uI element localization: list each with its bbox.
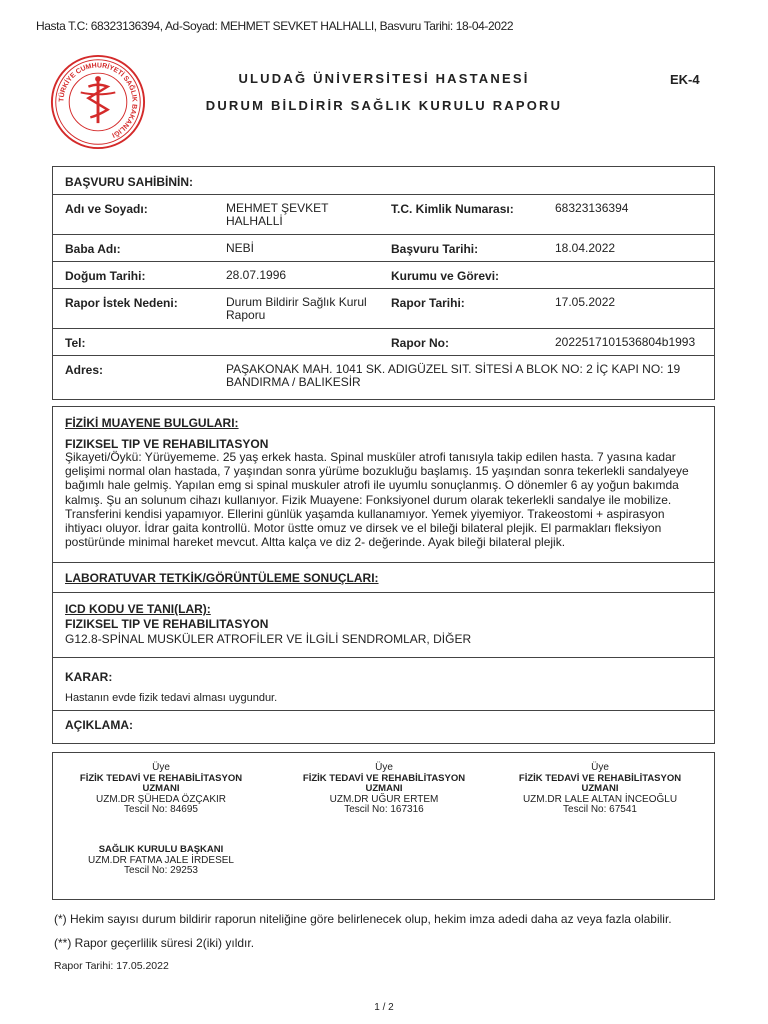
decision-text: Hastanın evde fizik tedavi alması uygundur. bbox=[65, 692, 278, 704]
decision-row bbox=[53, 657, 714, 711]
committee-head-reg: Tescil No: 29253 bbox=[124, 865, 198, 877]
report-no-value: 2022517101536804b1993 bbox=[555, 335, 696, 349]
member-2-name: UZM.DR UĞUR ERTEM bbox=[329, 793, 439, 805]
committee-head bbox=[51, 845, 271, 877]
form-code: EK-4 bbox=[670, 72, 700, 87]
committee-head-name: UZM.DR FATMA JALE İRDESEL bbox=[88, 854, 234, 866]
report-date-label: Rapor Tarihi: bbox=[391, 296, 465, 310]
icd-diagnosis: G12.8-SPİNAL MUSKÜLER ATROFİLER VE İLGİLİ SENDROMLAR, DİĞER bbox=[65, 632, 472, 646]
tel-row bbox=[53, 328, 714, 356]
applicant-section bbox=[52, 166, 715, 400]
father-value: NEBİ bbox=[226, 241, 255, 255]
seal-text: TÜRKİYE CUMHURİYETİ SAĞLIK BAKANLIĞI bbox=[58, 62, 138, 139]
birth-date-label: Doğum Tarihi: bbox=[65, 269, 146, 283]
footer-report-date: Rapor Tarihi: 17.05.2022 bbox=[54, 960, 169, 972]
explanation-title: AÇIKLAMA: bbox=[65, 718, 133, 732]
explanation-row bbox=[53, 710, 714, 745]
father-label: Baba Adı: bbox=[65, 242, 121, 256]
name-label: Adı ve Soyadı: bbox=[65, 202, 148, 216]
icd-row bbox=[53, 592, 714, 658]
tc-label: T.C. Kimlik Numarası: bbox=[391, 202, 514, 216]
icd-title: ICD KODU VE TANI(LAR): bbox=[65, 602, 211, 616]
name-row bbox=[53, 194, 714, 235]
report-no-label: Rapor No: bbox=[391, 336, 449, 350]
decision-title: KARAR: bbox=[65, 670, 113, 684]
application-date-label: Başvuru Tarihi: bbox=[391, 242, 479, 256]
father-row bbox=[53, 234, 714, 262]
applicant-section-title: BAŞVURU SAHİBİNİN: bbox=[65, 175, 194, 189]
member-3-name: UZM.DR LALE ALTAN İNCEOĞLU bbox=[522, 793, 678, 805]
reason-label: Rapor İstek Nedeni: bbox=[65, 296, 178, 310]
institution-label: Kurumu ve Görevi: bbox=[391, 269, 500, 283]
page-number: 1 / 2 bbox=[374, 1002, 394, 1013]
tel-label: Tel: bbox=[65, 336, 86, 350]
member-3-reg: Tescil No: 67541 bbox=[563, 804, 637, 816]
hospital-name: ULUDAĞ ÜNİVERSİTESİ HASTANESİ bbox=[238, 71, 530, 86]
exam-title: FİZİKİ MUAYENE BULGULARI: bbox=[65, 416, 239, 430]
member-3-role: Üye bbox=[591, 762, 609, 773]
member-2-role: Üye bbox=[375, 762, 393, 773]
exam-department: FIZIKSEL TIP VE REHABILITASYON bbox=[65, 437, 269, 451]
member-3-dept: FİZİK TEDAVİ VE REHABİLİTASYON UZMANI bbox=[518, 772, 682, 795]
birth-row bbox=[53, 261, 714, 289]
exam-text: Şikayeti/Öykü: Yürüyememe. 25 yaş erkek hasta. Spinal musküler atrofi tanısıyla takip edilen hasta. 7 yasına kadar gelişimi normal olan hastada, 7 yaşından sonra yürüme bozukluğu başlamış. 15 yaşından sonra tekerlekli sandalyeye bağımlı hale gelmiş. Yapılan emg si spinal muskuler atrofi ile uyumlu sonuçlanmış. O dönemler 6 ay yoğun bakımda kalmış. Şu an solunum cihazı kullanıyor. Fizik Muayene: Fonksiyonel durum olarak tekerlekli sandalye ile mobilize. Transferini kendisi yapamıyor. Ellerini günlük yaşamda kullanamıyor. Yemek yiyemiyor. Trakeostomi + aspirasyon ihtiyacı oluyor. İdrar gaita kontrollü. Motor üstte omuz ve dirsek ve el bileği bilateral plejik. El parmakları fleksiyon postüründe minimal hareket mevcut. Altta kalça ve diz 2- değerinde. Ayak bileği bilateral plejik. bbox=[65, 450, 689, 550]
member-1 bbox=[51, 763, 271, 816]
footnote-validity: (**) Rapor geçerlilik süresi 2(iki) yıldır. bbox=[54, 936, 255, 950]
member-1-name: UZM.DR ŞÜHEDA ÖZÇAKIR bbox=[95, 793, 226, 805]
findings-section bbox=[52, 406, 715, 744]
member-2-reg: Tescil No: 167316 bbox=[344, 804, 424, 816]
reason-row bbox=[53, 288, 714, 329]
address-label: Adres: bbox=[65, 363, 104, 377]
lab-title: LABORATUVAR TETKİK/GÖRÜNTÜLEME SONUÇLARI: bbox=[65, 571, 379, 585]
member-1-role: Üye bbox=[152, 762, 170, 773]
tc-value: 68323136394 bbox=[555, 201, 629, 215]
member-3 bbox=[490, 763, 710, 816]
member-1-reg: Tescil No: 84695 bbox=[124, 804, 198, 816]
patient-summary-line: Hasta T.C: 68323136394, Ad-Soyad: MEHMET SEVKET HALHALLI, Basvuru Tarihi: 18-04-2022 bbox=[36, 19, 514, 33]
icd-department: FIZIKSEL TIP VE REHABILITASYON bbox=[65, 617, 269, 631]
member-1-dept: FİZİK TEDAVİ VE REHABİLİTASYON UZMANI bbox=[79, 772, 243, 795]
lab-row bbox=[53, 562, 714, 593]
member-2-dept: FİZİK TEDAVİ VE REHABİLİTASYON UZMANI bbox=[302, 772, 466, 795]
committee-head-title: SAĞLIK KURULU BAŞKANI bbox=[98, 844, 224, 855]
report-title: DURUM BİLDİRİR SAĞLIK KURULU RAPORU bbox=[205, 98, 563, 113]
address-value: PAŞAKONAK MAH. 1041 SK. ADIGÜZEL SIT. SİTESİ A BLOK NO: 2 İÇ KAPI NO: 19 BANDIRMA / BALIKESİR bbox=[226, 362, 681, 389]
committee-section bbox=[52, 752, 715, 900]
reason-value: Durum Bildirir Sağlık Kurul Raporu bbox=[226, 295, 367, 322]
member-2 bbox=[274, 763, 494, 816]
address-row bbox=[53, 355, 714, 401]
footnote-signatures: (*) Hekim sayısı durum bildirir raporun niteliğine göre belirlenecek olup, hekim imza adedi daha az veya fazla olabilir. bbox=[54, 912, 672, 926]
birth-date-value: 28.07.1996 bbox=[226, 268, 287, 282]
name-value: MEHMET ŞEVKET HALHALLİ bbox=[226, 201, 329, 228]
application-date-value: 18.04.2022 bbox=[555, 241, 616, 255]
report-date-value: 17.05.2022 bbox=[555, 295, 616, 309]
